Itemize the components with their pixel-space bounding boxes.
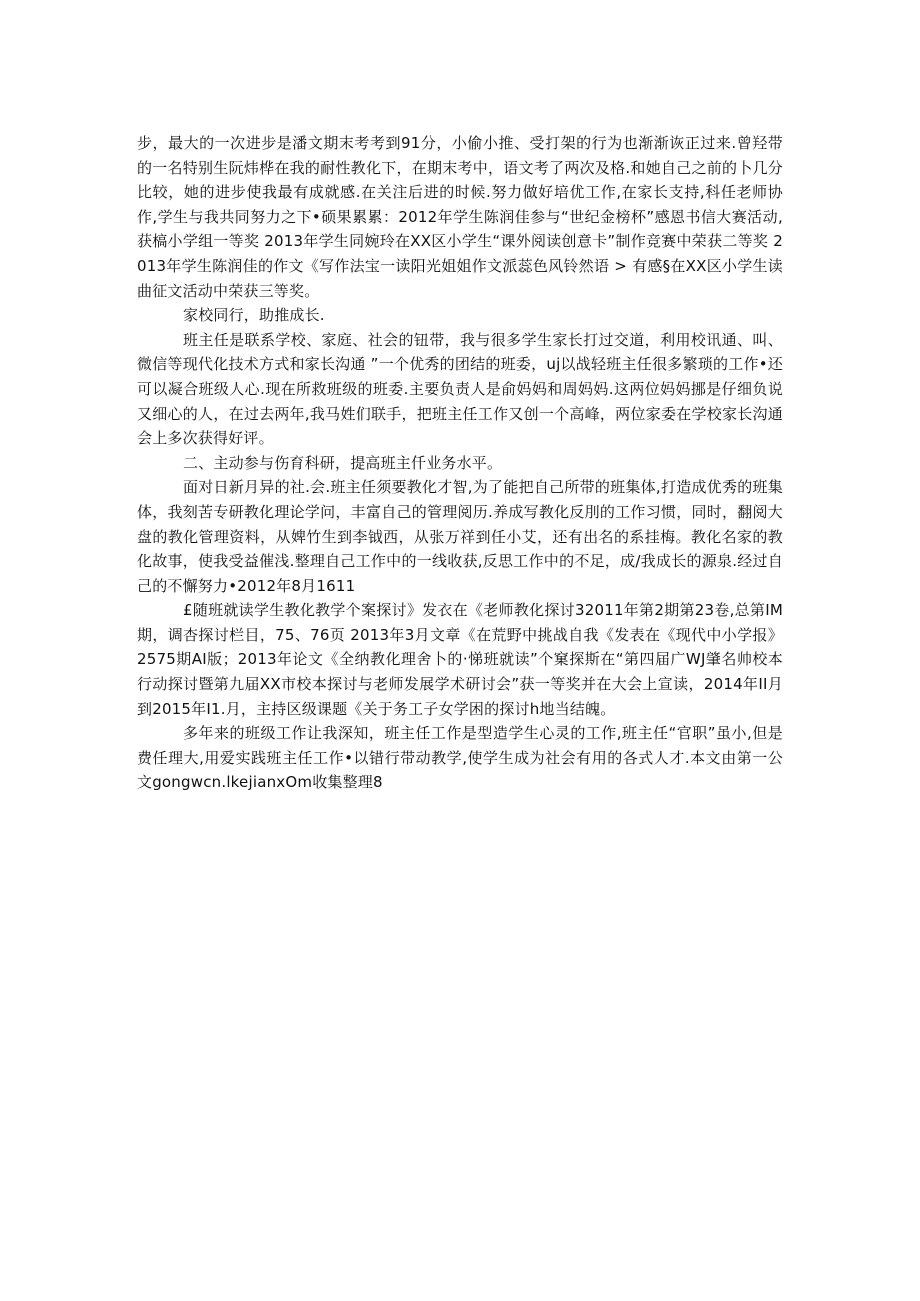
document-body bbox=[137, 131, 783, 795]
paragraph-3: 班主任是联系学校、家庭、社会的钮带，我与很多学生家长打过交道，利用校讯通、叫、微信等现代化技术方式和家长沟通 ”一个优秀的团结的班委，uj以战轻班主任很多繁琐的工作•还可以凝合班级人心.现在所救班级的班委.主要负责人是俞妈妈和周妈妈.这两位妈妈挪是仔细负说又细心的人，在过去两年,我马姓们联手，把班主任工作又创一个高峰，两位家委在学校家长沟通会上多次获得好评。 bbox=[137, 330, 783, 448]
paragraph-5: 面对日新月异的社.会.班主任须要教化才智,为了能把自己所带的班集体,打造成优秀的班集体，我刻苦专研教化理论学问，丰富自己的管理阅历.养成写教化反刖的工作习惯，同时，翻阅大盘的教化管理资料，从婢竹生到李钺西，从张万祥到任小艾，还有出名的系挂梅。教化名家的教化故事，使我受益催浅.整理自己工作中的一线收获,反思工作中的不足，成/我成长的源泉.经过自己的不懈努力•2012年8月1611 bbox=[137, 478, 783, 595]
paragraph-1: 步，最大的一次进步是潘文期末考考到91分，小偷小推、受打架的行为也渐渐诙正过来.曾羟带的一名特别生阮炜桦在我的耐性教化下，在期末考中，语文考了两次及格.和她自己之前的卜几分比较，她的进步使我最有成就感.在关注后进的时候.努力做好培优工作,在家长支持,科任老师协作,学生与我共同努力之下•硕果累累：2012年学生陈润佳参与“世纪金榜杯”感恩书信大赛活动,获槁小学组一等奖 2013年学生同婉玲在XX区小学生“课外阅读创意卡”制作竞赛中荣获二等奖 2013年学生陈润佳的作文《写作法宝一读阳光姐姐作文派蕊色风铃然语 > 有感§在XX区小学生读曲征文活动中荣获三等奖。 bbox=[137, 134, 783, 300]
paragraph-2-heading: 家校同行，助推成长. bbox=[183, 306, 325, 325]
paragraph-6: £随班就读学生教化教学个案探讨》发衣在《老师教化探讨32011年第2期第23卷,总第IM期，调杏探讨栏目，75、76页 2013年3月文章《在荒野中挑战自我《发表在《现代中小学报》2575期AI版；2013年论文《全纳教化理舍卜的·悌班就读”个窠探斯在“第四届广WJ肇名帅校本行动探讨暨第九届XX市校本探讨与老师发展学术研讨会”获一等奖并在大会上宣读，2014年II月到2015年I1.月，主持区级课题《关于务工子女学困的探讨h地当结魄。 bbox=[137, 601, 783, 718]
paragraph-7: 多年来的班级工作让我深知，班主任工作是型造学生心灵的工作,班主任“官职”虽小,但是费任理大,用爱实践班主任工作•以错行带动教学,使学生成为社会有用的各式人才.本文由第一公文gongwcn.lkejianxOm收集整理8 bbox=[137, 724, 783, 792]
paragraph-4-heading: 二、主动参与伤育科研，提高班主仟业务水平。 bbox=[183, 453, 503, 472]
